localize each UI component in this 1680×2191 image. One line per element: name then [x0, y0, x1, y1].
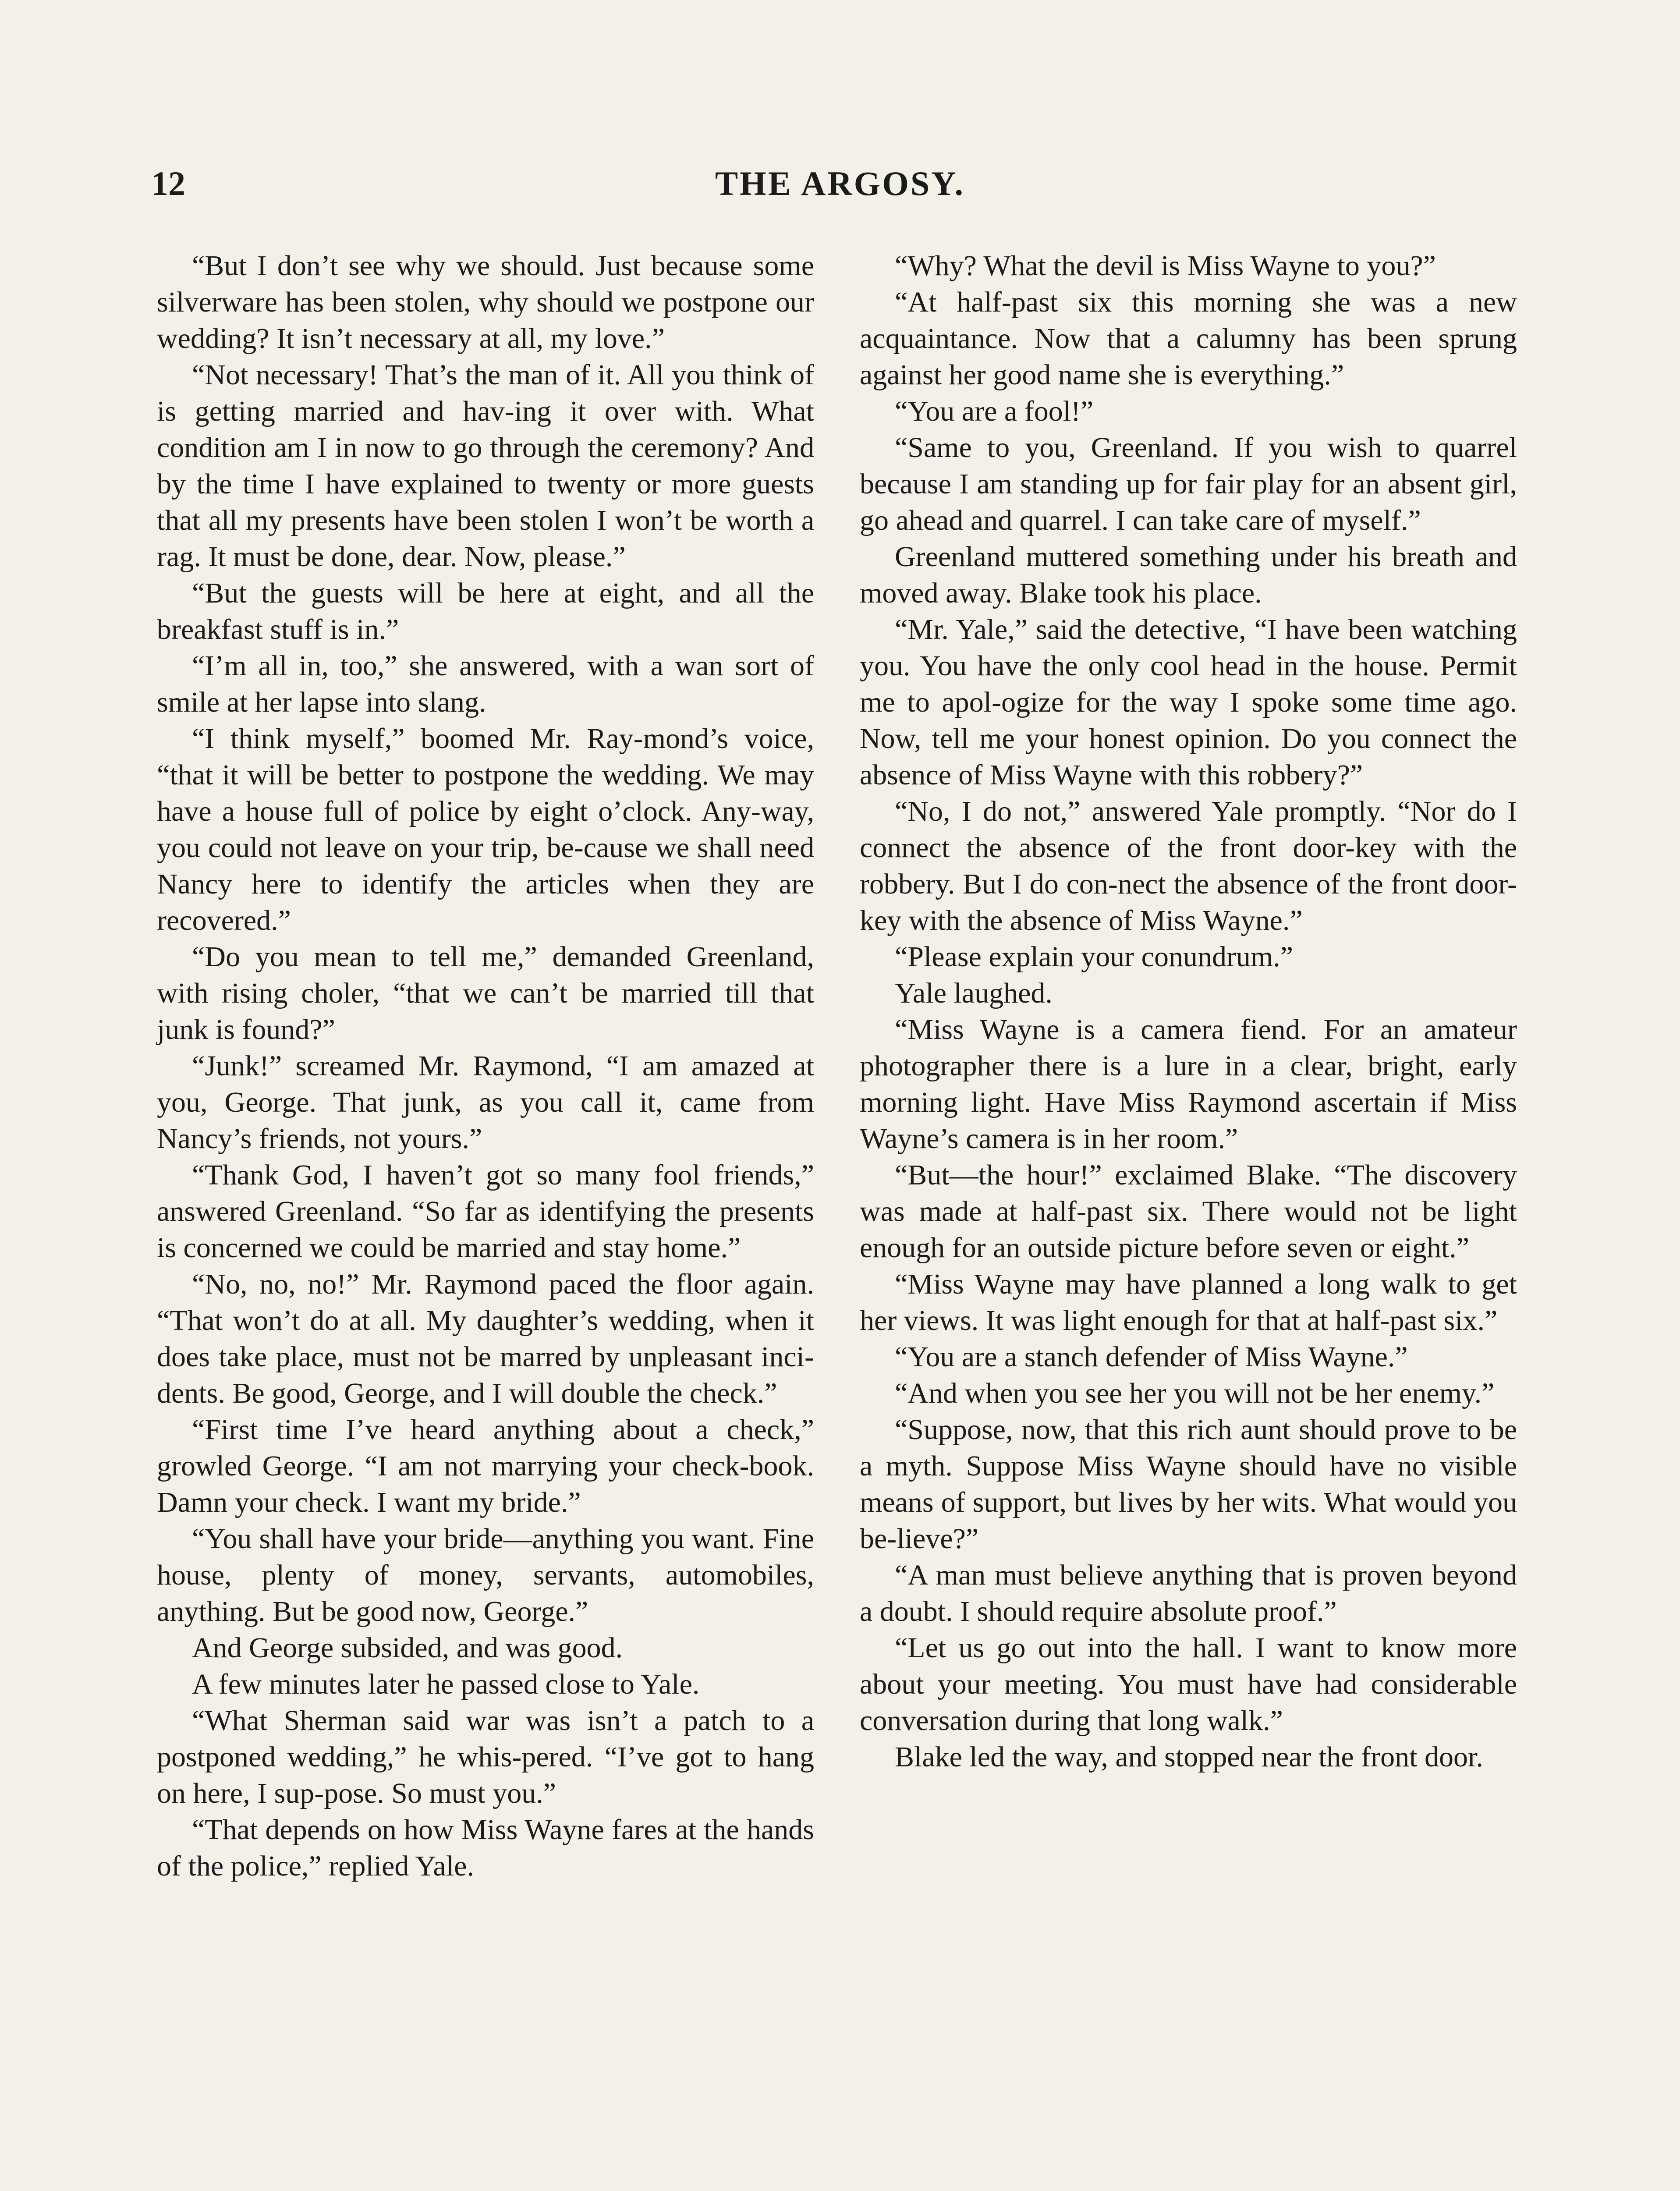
left-column	[157, 248, 814, 1884]
paragraph: “Please explain your conundrum.”	[895, 941, 1294, 973]
paragraph: “But the guests will be here at eight, and all the breakfast stuff is in.”	[157, 577, 814, 645]
paragraph: Yale laughed.	[895, 977, 1053, 1009]
paragraph: “I think myself,” boomed Mr. Ray-mond’s voice, “that it will be better to postpone the wedding. We may have a house full of police by eight o’clock. Any-way, you could not leave on your trip, be-cause we shall need Nancy here to identify the articles when they are recovered.”	[157, 723, 814, 936]
paragraph: “Let us go out into the hall. I want to know more about your meeting. You must have had considerable conversation during that long walk.”	[860, 1632, 1517, 1737]
paragraph: “No, no, no!” Mr. Raymond paced the floor again. “That won’t do at all. My daughter’s wedding, when it does take place, must not be marred by unpleasant inci-dents. Be good, George, and I will double the check.”	[157, 1268, 814, 1409]
paragraph: “I’m all in, too,” she answered, with a wan sort of smile at her lapse into slang.	[157, 650, 814, 718]
paragraph: A few minutes later he passed close to Yale.	[192, 1668, 700, 1700]
paragraph: “Thank God, I haven’t got so many fool friends,” answered Greenland. “So far as identifying the presents is concerned we could be married and stay home.”	[157, 1159, 814, 1264]
paragraph: “You shall have your bride—anything you want. Fine house, plenty of money, servants, automobiles, anything. But be good now, George.”	[157, 1523, 814, 1627]
paragraph: “What Sherman said war was isn’t a patch to a postponed wedding,” he whis-pered. “I’ve got to hang on here, I sup-pose. So must you.”	[157, 1705, 814, 1809]
paragraph: “Miss Wayne is a camera fiend. For an amateur photographer there is a lure in a clear, bright, early morning light. Have Miss Raymond ascertain if Miss Wayne’s camera is in her room.”	[860, 1014, 1517, 1155]
paragraph: “Do you mean to tell me,” demanded Greenland, with rising choler, “that we can’t be married till that junk is found?”	[157, 941, 814, 1046]
right-column	[860, 248, 1517, 1775]
paragraph: “Suppose, now, that this rich aunt should prove to be a myth. Suppose Miss Wayne should have no visible means of support, but lives by her wits. What would you be-lieve?”	[860, 1414, 1517, 1555]
paragraph: “At half-past six this morning she was a new acquaintance. Now that a calumny has been sprung against her good name she is everything.”	[860, 286, 1517, 391]
paragraph: “And when you see her you will not be her enemy.”	[895, 1377, 1495, 1409]
running-head: THE ARGOSY.	[715, 164, 965, 202]
paragraph: “Mr. Yale,” said the detective, “I have been watching you. You have the only cool head in the house. Permit me to apol-ogize for the way I spoke some time ago. Now, tell me your honest opinion. Do you connect the absence of Miss Wayne with this robbery?”	[860, 613, 1517, 791]
paragraph: “But—the hour!” exclaimed Blake. “The discovery was made at half-past six. There would not be light enough for an outside picture before seven or eight.”	[860, 1159, 1517, 1264]
paragraph: “That depends on how Miss Wayne fares at the hands of the police,” replied Yale.	[157, 1814, 814, 1882]
paragraph: “First time I’ve heard anything about a check,” growled George. “I am not marrying your check-book. Damn your check. I want my bride.”	[157, 1414, 814, 1518]
paragraph: Blake led the way, and stopped near the front door.	[895, 1741, 1483, 1773]
paragraph: “But I don’t see why we should. Just because some silverware has been stolen, why should we postpone our wedding? It isn’t necessary at all, my love.”	[157, 250, 814, 355]
paragraph: “You are a fool!”	[895, 395, 1094, 427]
paragraph: “A man must believe anything that is proven beyond a doubt. I should require absolute proof.”	[860, 1559, 1517, 1627]
page-number: 12	[151, 164, 185, 202]
paragraph: And George subsided, and was good.	[192, 1632, 623, 1664]
paragraph: Greenland muttered something under his breath and moved away. Blake took his place.	[860, 541, 1517, 609]
paragraph: “Same to you, Greenland. If you wish to quarrel because I am standing up for fair play for an absent girl, go ahead and quarrel. I can take care of myself.”	[860, 432, 1517, 536]
paragraph: “You are a stanch defender of Miss Wayne.”	[895, 1341, 1408, 1373]
paragraph: “No, I do not,” answered Yale promptly. “Nor do I connect the absence of the front door-key with the robbery. But I do con-nect the absence of the front door-key with the absence of Miss Wayne.”	[860, 795, 1517, 936]
paragraph: “Not necessary! That’s the man of it. All you think of is getting married and hav-ing it over with. What condition am I in now to go through the ceremony? And by the time I have explained to twenty or more guests that all my presents have been stolen I won’t be worth a rag. It must be done, dear. Now, please.”	[157, 359, 814, 573]
paragraph: “Miss Wayne may have planned a long walk to get her views. It was light enough for that at half-past six.”	[860, 1268, 1517, 1337]
paragraph: “Junk!” screamed Mr. Raymond, “I am amazed at you, George. That junk, as you call it, came from Nancy’s friends, not yours.”	[157, 1050, 814, 1155]
paragraph: “Why? What the devil is Miss Wayne to you?”	[895, 250, 1436, 282]
